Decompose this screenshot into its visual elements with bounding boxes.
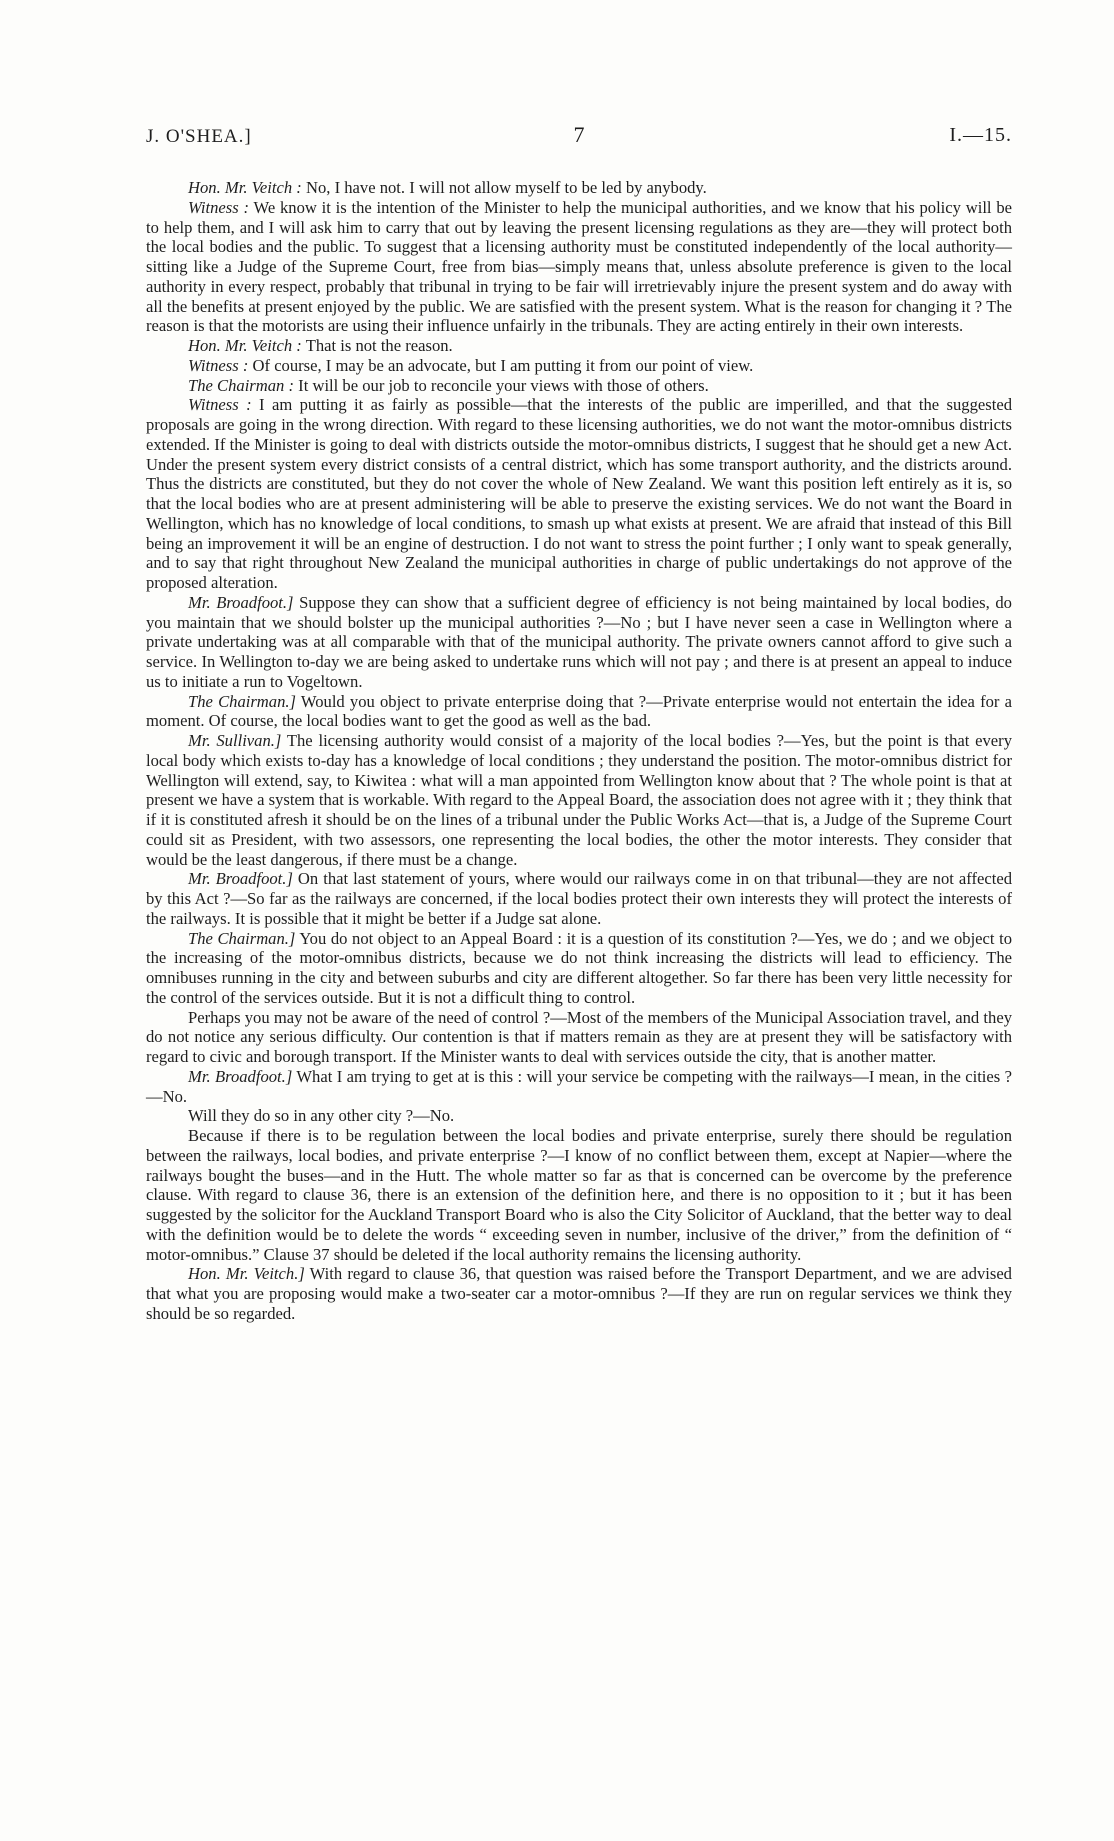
paragraph-text: No, I have not. I will not allow myself to be led by anybody. — [301, 178, 707, 197]
paragraph-text: Of course, I may be an advocate, but I am putting it from our point of view. — [248, 355, 754, 375]
paragraph — [146, 1264, 1012, 1323]
speaker: Mr. Broadfoot.] — [188, 592, 294, 612]
paragraph — [146, 1008, 1012, 1067]
speaker: Mr. Broadfoot.] — [188, 1066, 293, 1086]
paragraph-text: The licensing authority would consist of a majority of the local bodies ?—Yes, but the point is that every local body which exists to-day has a knowledge of local conditions ; they understand the position. The motor-omnibus district for Wellington will extend, say, to Kiwitea : what will a man appointed from Wellington know about that ? The whole point is that at present we have a system that is workable. With regard to the Appeal Board, the association does not agree with it ; they think that if it is constituted afresh it should be on the lines of a tribunal under the Public Works Act—that is, a Judge of the Supreme Court could sit as President, with two assessors, one representing the local bodies, the other the motor interests. They consider that would be the least dangerous, if there must be a change. — [146, 731, 1012, 869]
paragraph-text: That is not the reason. — [301, 336, 453, 355]
speaker: Hon. Mr. Veitch : — [188, 178, 302, 197]
paragraph — [146, 376, 1012, 396]
document-reference: I.—15. — [949, 124, 1012, 146]
paragraph — [146, 356, 1012, 376]
paragraph — [146, 1106, 1012, 1126]
paragraph — [146, 1067, 1012, 1107]
page-header — [146, 122, 1012, 156]
paragraph-text: You do not object to an Appeal Board : it is a question of its constitution ?—Yes, we do ; and we object to the increasing of the motor-omnibus districts, because we do not think increasing the districts will lead to efficiency. The omnibuses running in the city and between suburbs and city are different altogether. So far there has been very little necessity for the control of the services outside. But it is not a difficult thing to control. — [146, 928, 1013, 1007]
speaker: Witness : — [188, 395, 252, 415]
speaker: Mr. Sullivan.] — [188, 731, 282, 750]
speaker: Hon. Mr. Veitch.] — [188, 1264, 305, 1284]
paragraph-text: Perhaps you may not be aware of the need of control ?—Most of the members of the Municipal Association travel, and they do not notice any serious difficulty. Our contention is that if matters remain as they are at present they will be satisfactory with regard to civic and borough transport. If the Minister wants to deal with services outside the city, that is another matter. — [146, 1007, 1012, 1066]
paragraph — [146, 198, 1012, 336]
paragraph — [146, 929, 1012, 1008]
paragraph-text: I am putting it as fairly as possible—that the interests of the public are imperilled, and that the suggested proposals are going in the wrong direction. With regard to these licensing authorities, we do not want the motor-omnibus districts extended. If the Minister is going to deal with districts outside the motor-omnibus districts, I suggest that he should get a new Act. Under the present system every district consists of a central district, which has some transport authority, and the districts around. Thus the districts are constituted, but they do not cover the whole of New Zealand. We want this position left entirely as it is, so that the local bodies who are at present administering will be able to preserve the existing services. We do not want the Board in Wellington, which has no knowledge of local conditions, to smash up what exists at present. We are afraid that instead of this Bill being an improvement it will be an engine of destruction. I do not want to stress the point further ; I only want to speak generally, and to say that right throughout New Zealand the municipal authorities in charge of public undertakings do not approve of the proposed alteration. — [146, 395, 1012, 592]
paragraph — [146, 593, 1012, 692]
paragraph — [146, 1126, 1012, 1264]
header-witness-name: J. O'SHEA.] — [146, 126, 252, 147]
paragraph-text: We know it is the intention of the Minister to help the municipal authorities, and we know that his policy will be to help them, and I will ask him to carry that out by leaving the present licensing regulations as they are—they will protect both the local bodies and the public. To suggest that a licensing authority must be constituted independently of the local authority—sitting like a Judge of the Supreme Court, free from bias—simply means that, unless absolute preference is given to the local authority in every respect, probably that tribunal in trying to be fair will irretrievably injure the present system and do away with all the benefits at present enjoyed by the public. We are satisfied with the present system. What is the reason for changing it ? The reason is that the motorists are using their influence unfairly in the tribunals. They are acting entirely in their own interests. — [146, 197, 1012, 336]
paragraph — [146, 336, 1012, 356]
paragraph-text: What I am trying to get at is this : will your service be competing with the railways—I mean, in the cities ?—No. — [146, 1066, 1012, 1106]
speaker: Hon. Mr. Veitch : — [188, 336, 302, 355]
speaker: Witness : — [188, 197, 250, 217]
paragraph — [146, 395, 1012, 593]
paragraph-text: Would you object to private enterprise doing that ?—Private enterprise would not entertain the idea for a moment. Of course, the local bodies want to get the good as well as the bad. — [146, 691, 1012, 731]
transcript-body — [146, 178, 1012, 1324]
paragraph-text: It will be our job to reconcile your views with those of others. — [294, 375, 709, 395]
paragraph-text: Because if there is to be regulation between the local bodies and private enterprise, surely there should be regulation between the railways, local bodies, and private enterprise ?—I know of no conflict between them, except at Napier—where the railways bought the buses—and in the Hutt. The whole matter so far as that is concerned can be overcome by the preference clause. With regard to clause 36, there is an extension of the definition here, and there is no opposition to it ; but it has been suggested by the solicitor for the Auckland Transport Board who is also the City Solicitor of Auckland, that the better way to deal with the definition would be to delete the words “ exceeding seven in number, inclusive of the driver,” from the definition of “ motor-omnibus.” Clause 37 should be deleted if the local authority remains the licensing authority. — [146, 1126, 1012, 1264]
paragraph — [146, 731, 1012, 869]
speaker: The Chairman : — [188, 375, 295, 395]
speaker: The Chairman.] — [188, 928, 296, 948]
paragraph — [146, 178, 1012, 198]
paragraph-text: With regard to clause 36, that question was raised before the Transport Department, and we are advised that what you are proposing would make a two-seater car a motor-omnibus ?—If they are run on regular services we think they should be so regarded. — [146, 1264, 1012, 1323]
speaker: Witness : — [188, 355, 249, 375]
speaker: The Chairman.] — [188, 691, 296, 711]
speaker: Mr. Broadfoot.] — [188, 869, 293, 889]
paragraph-text: On that last statement of yours, where would our railways come in on that tribunal—they are not affected by this Act ?—So far as the railways are concerned, if the local bodies protect their own interests they will protect the interests of the railways. It is possible that it might be better if a Judge sat alone. — [146, 869, 1012, 928]
paragraph — [146, 692, 1012, 732]
paragraph-text: Suppose they can show that a sufficient degree of efficiency is not being maintained by local bodies, do you maintain that we should bolster up the municipal authorities ?—No ; but I have never seen a case in Wellington where a private undertaking was at all comparable with that of the municipal authority. The private owners cannot afford to give such a service. In Wellington to-day we are being asked to undertake runs which will not pay ; and there is at present an appeal to induce us to initiate a run to Vogeltown. — [146, 592, 1012, 691]
paragraph-text: Will they do so in any other city ?—No. — [188, 1106, 455, 1126]
page-number: 7 — [573, 122, 585, 147]
paragraph — [146, 869, 1012, 928]
